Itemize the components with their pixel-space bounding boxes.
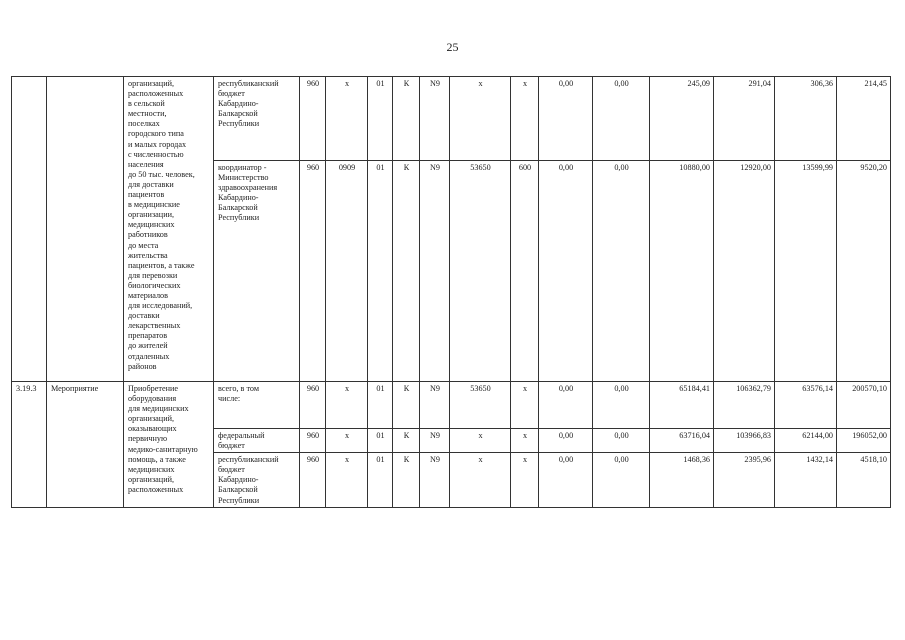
table-row [12, 77, 891, 161]
value-cell: 0,00 [539, 453, 593, 507]
value-cell: 214,45 [837, 77, 891, 161]
vr-cell: х [511, 429, 539, 453]
code-cell: х [450, 453, 511, 507]
value-cell: 10880,00 [650, 161, 714, 382]
value-cell: 0,00 [539, 161, 593, 382]
code-cell: х [450, 429, 511, 453]
row-name-cell: организаций, расположенных в сельской местности, поселках городского типа и малых городах с численностью населения до 50 тыс. человек, для доставки пациентов в медицинские организации, медицинских работников до места жительства пациентов, а также для перевозки биологических материалов для исследований, доставки лекарственных препаратов до жителей отдаленных районов [124, 77, 214, 382]
value-cell: 0,00 [539, 382, 593, 429]
row-name-cell: Приобретение оборудования для медицинских организаций, оказывающих первичную медико-санитарную помощь, а также медицинских организаций, расположенных [124, 382, 214, 508]
value-cell: 0,00 [539, 429, 593, 453]
grbs-cell: 960 [300, 453, 326, 507]
source-cell: координатор - Министерство здравоохранения Кабардино- Балкарской Республики [214, 161, 300, 382]
value-cell: 196052,00 [837, 429, 891, 453]
k-cell: К [393, 429, 420, 453]
value-cell: 63716,04 [650, 429, 714, 453]
rz-cell: х [326, 453, 368, 507]
k-cell: К [393, 77, 420, 161]
vr-cell: х [511, 453, 539, 507]
grbs-cell: 960 [300, 161, 326, 382]
vr-cell: х [511, 382, 539, 429]
n9-cell: N9 [420, 429, 450, 453]
value-cell: 0,00 [593, 429, 650, 453]
value-cell: 65184,41 [650, 382, 714, 429]
value-cell: 245,09 [650, 77, 714, 161]
value-cell: 63576,14 [775, 382, 837, 429]
row-number-cell: 3.19.3 [12, 382, 47, 508]
value-cell: 9520,20 [837, 161, 891, 382]
code-cell: 53650 [450, 382, 511, 429]
value-cell: 0,00 [593, 382, 650, 429]
k-cell: К [393, 161, 420, 382]
table-row [12, 382, 891, 429]
grbs-cell: 960 [300, 429, 326, 453]
source-cell: республиканский бюджет Кабардино- Балкарской Республики [214, 77, 300, 161]
value-cell: 103966,83 [714, 429, 775, 453]
vr-cell: 600 [511, 161, 539, 382]
value-cell: 0,00 [593, 161, 650, 382]
value-cell: 200570,10 [837, 382, 891, 429]
n9-cell: N9 [420, 453, 450, 507]
pr-cell: 01 [368, 453, 393, 507]
row-number-cell [12, 77, 47, 382]
n9-cell: N9 [420, 161, 450, 382]
value-cell: 106362,79 [714, 382, 775, 429]
value-cell: 62144,00 [775, 429, 837, 453]
n9-cell: N9 [420, 77, 450, 161]
row-type-cell: Мероприятие [47, 382, 124, 508]
code-cell: х [450, 77, 511, 161]
value-cell: 0,00 [539, 77, 593, 161]
value-cell: 1432,14 [775, 453, 837, 507]
page-number: 25 [446, 40, 459, 54]
value-cell: 291,04 [714, 77, 775, 161]
value-cell: 0,00 [593, 77, 650, 161]
grbs-cell: 960 [300, 382, 326, 429]
rz-cell: х [326, 429, 368, 453]
value-cell: 12920,00 [714, 161, 775, 382]
value-cell: 4518,10 [837, 453, 891, 507]
value-cell: 2395,96 [714, 453, 775, 507]
source-cell: всего, в том числе: [214, 382, 300, 429]
value-cell: 13599,99 [775, 161, 837, 382]
pr-cell: 01 [368, 77, 393, 161]
rz-cell: х [326, 382, 368, 429]
value-cell: 306,36 [775, 77, 837, 161]
pr-cell: 01 [368, 161, 393, 382]
code-cell: 53650 [450, 161, 511, 382]
budget-table [11, 76, 891, 508]
k-cell: К [393, 382, 420, 429]
vr-cell: х [511, 77, 539, 161]
k-cell: К [393, 453, 420, 507]
value-cell: 0,00 [593, 453, 650, 507]
value-cell: 1468,36 [650, 453, 714, 507]
pr-cell: 01 [368, 429, 393, 453]
n9-cell: N9 [420, 382, 450, 429]
rz-cell: 0909 [326, 161, 368, 382]
row-type-cell [47, 77, 124, 382]
pr-cell: 01 [368, 382, 393, 429]
grbs-cell: 960 [300, 77, 326, 161]
source-cell: республиканский бюджет Кабардино- Балкарской Республики [214, 453, 300, 507]
source-cell: федеральный бюджет [214, 429, 300, 453]
rz-cell: х [326, 77, 368, 161]
